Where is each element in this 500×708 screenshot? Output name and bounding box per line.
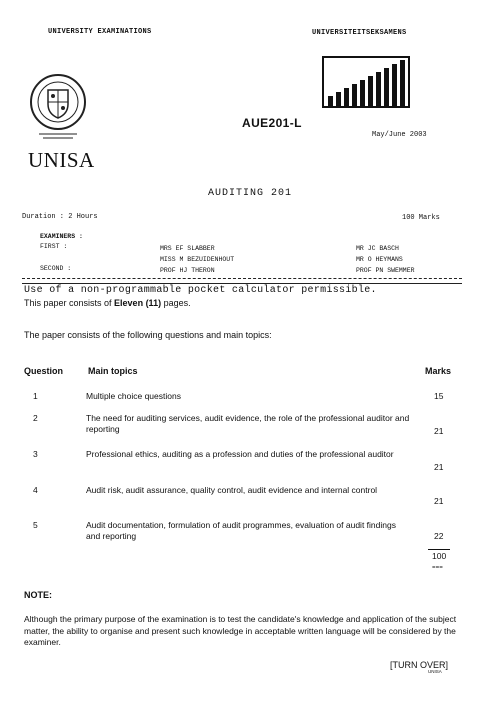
examiner-name: PROF HJ THERON: [160, 267, 215, 274]
examiner-name: MR JC BASCH: [356, 245, 399, 252]
unisa-logo-text: UNISA: [28, 148, 95, 172]
question-topic: Audit documentation, formulation of audit programmes, evaluation of audit findings and reporting: [86, 520, 396, 541]
page-count-line: [24, 298, 191, 308]
consists-bold: Eleven (11): [114, 298, 162, 308]
question-marks: 22: [434, 531, 444, 541]
question-marks: 15: [434, 391, 444, 401]
calculator-instruction: Use of a non-programmable pocket calculator permissible.: [24, 285, 377, 296]
barcode-graphic: [322, 56, 410, 108]
consists-prefix: This paper consists of: [24, 298, 115, 308]
paper-code: AUE201-L: [242, 116, 302, 130]
question-topic: Professional ethics, auditing as a profession and duties of the professional auditor: [86, 449, 394, 459]
total-rule: [428, 549, 450, 550]
total-marks: 100 Marks: [402, 214, 440, 222]
question-marks: 21: [434, 462, 444, 472]
question-marks: 21: [434, 496, 444, 506]
university-seal-icon: [29, 72, 87, 146]
examiners-col1: [160, 243, 234, 276]
first-examiner-label: FIRST :: [40, 243, 68, 250]
question-number: 3: [33, 449, 38, 459]
examiner-name: PROF PN SWEMMER: [356, 267, 415, 274]
question-topic: Multiple choice questions: [86, 391, 181, 401]
divider-dashed: [22, 278, 462, 279]
topics-intro: The paper consists of the following questions and main topics:: [24, 330, 272, 340]
question-number: 5: [33, 520, 38, 530]
header-left: UNIVERSITY EXAMINATIONS: [48, 28, 152, 36]
column-header-topics: Main topics: [88, 366, 138, 376]
note-heading: NOTE:: [24, 590, 52, 600]
turn-over: [TURN OVER]: [390, 660, 449, 670]
question-number: 4: [33, 485, 38, 495]
column-header-question: Question: [24, 366, 64, 376]
duration: Duration : 2 Hours: [22, 213, 98, 221]
examiner-name: MR O HEYMANS: [356, 256, 403, 263]
examiner-name: MISS M BEZUIDENHOUT: [160, 256, 235, 263]
divider-solid: [22, 283, 462, 284]
second-examiner-label: SECOND :: [40, 265, 72, 272]
note-text: Although the primary purpose of the examination is to test the candidate's knowledge and application of the subject matter, the ability to organise and present such knowledge in acceptable written language will be considered by the examiner.: [24, 614, 457, 647]
examiners-label: EXAMINERS :: [40, 233, 83, 240]
paper-title: AUDITING 201: [207, 188, 292, 199]
total-marks-sum: 100: [432, 551, 447, 561]
footer-unisa: UNISA: [428, 669, 442, 674]
question-number: 1: [33, 391, 38, 401]
exam-date: May/June 2003: [372, 131, 427, 139]
examiners-col2: [356, 243, 415, 276]
header-right: UNIVERSITEITSEKSAMENS: [312, 29, 407, 37]
double-rule: ===: [432, 564, 443, 571]
examiner-name: MRS EF SLABBER: [160, 245, 215, 252]
consists-suffix: pages.: [161, 298, 191, 308]
question-number: 2: [33, 413, 38, 423]
question-topic: Audit risk, audit assurance, quality control, audit evidence and internal control: [86, 485, 378, 495]
column-header-marks: Marks: [425, 366, 452, 376]
question-marks: 21: [434, 426, 444, 436]
question-topic: The need for auditing services, audit evidence, the role of the professional auditor and reporting: [86, 413, 410, 434]
